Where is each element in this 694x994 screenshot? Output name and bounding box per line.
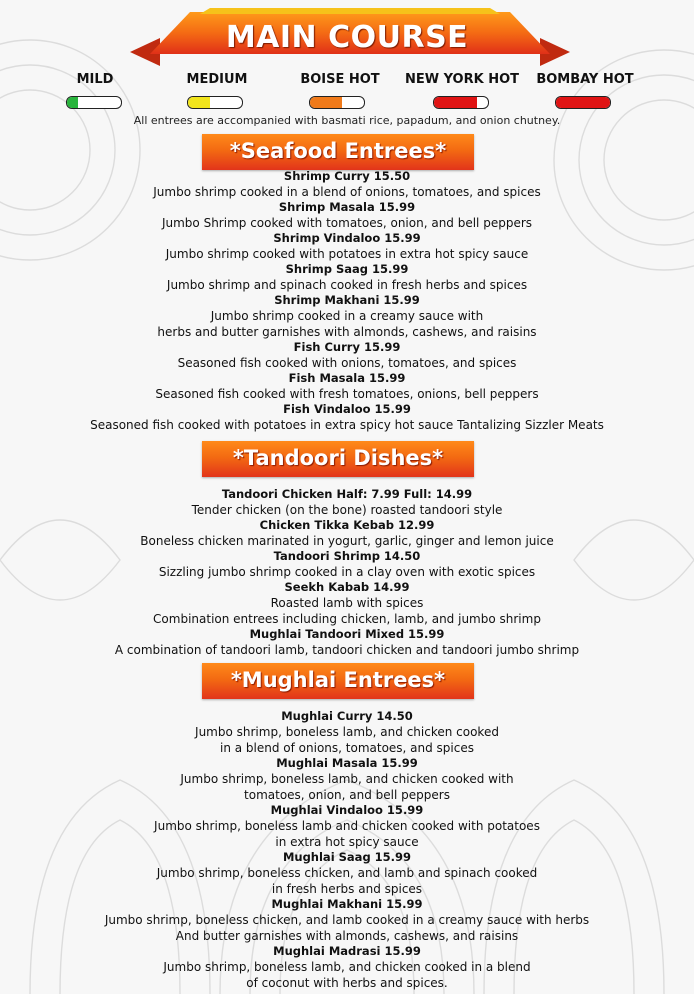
menu-item-description: Jumbo shrimp cooked with potatoes in extra hot spicy sauce: [165, 247, 529, 261]
heat-meter-bombay-hot: [555, 96, 611, 109]
menu-item-name: Fish Curry 15.99: [293, 340, 401, 354]
menu-item: [0, 293, 694, 340]
heat-fill: [556, 97, 610, 108]
menu-item: [0, 897, 694, 944]
menu-item-description: Jumbo Shrimp cooked with tomatoes, onion, and bell peppers: [161, 216, 533, 230]
heat-fill: [67, 97, 78, 108]
section-title: *Seafood Entrees*: [229, 139, 447, 163]
menu-item-name: Mughlai Curry 14.50: [281, 709, 413, 723]
section-items-tandoori: [0, 487, 694, 658]
menu-item-name: Chicken Tikka Kebab 12.99: [259, 518, 435, 532]
heat-meter-boise-hot: [309, 96, 365, 109]
menu-item: [0, 756, 694, 803]
menu-item: [0, 262, 694, 293]
menu-item-description: Jumbo shrimp cooked in a blend of onions, tomatoes, and spices: [153, 185, 541, 199]
section-items-seafood: [0, 169, 694, 433]
menu-item-name: Mughlai Tandoori Mixed 15.99: [249, 627, 445, 641]
menu-item-description: Jumbo shrimp, boneless lamb, and chicken cooked with: [180, 772, 514, 786]
heat-label-bombay-hot: BOMBAY HOT: [536, 72, 634, 87]
menu-item-description: Jumbo shrimp cooked in a creamy sauce with: [210, 309, 484, 323]
menu-item: [0, 627, 694, 658]
heat-fill: [188, 97, 210, 108]
menu-item-description: Boneless chicken marinated in yogurt, garlic, ginger and lemon juice: [140, 534, 554, 548]
heat-meter-new-york-hot: [433, 96, 489, 109]
section-items-mughlai: [0, 709, 694, 991]
menu-item-description: Jumbo shrimp, boneless chicken, and lamb and spinach cooked: [156, 866, 538, 880]
heat-label-boise-hot: BOISE HOT: [300, 72, 380, 87]
menu-item-name: Shrimp Masala 15.99: [278, 200, 416, 214]
menu-item-name: Shrimp Curry 15.50: [283, 169, 411, 183]
menu-item: [0, 231, 694, 262]
heat-fill: [310, 97, 342, 108]
menu-item-description: Tender chicken (on the bone) roasted tandoori style: [191, 503, 503, 517]
section-banner-tandoori: [202, 441, 474, 477]
section-title: *Mughlai Entrees*: [230, 668, 446, 692]
menu-item-name: Mughlai Makhani 15.99: [271, 897, 423, 911]
menu-item-description: Jumbo shrimp, boneless lamb, and chicken cooked: [195, 725, 499, 739]
menu-item-description: herbs and butter garnishes with almonds, cashews, and raisins: [157, 325, 537, 339]
section-banner-mughlai: [202, 663, 474, 699]
page-title: MAIN COURSE: [225, 20, 469, 55]
menu-item: [0, 518, 694, 549]
menu-item: [0, 487, 694, 518]
heat-meter-mild: [66, 96, 122, 109]
menu-item-name: Mughlai Madrasi 15.99: [273, 944, 421, 958]
menu-item-description: Jumbo shrimp, boneless lamb and chicken cooked with potatoes: [154, 819, 540, 833]
menu-item: [0, 803, 694, 850]
menu-item: [0, 549, 694, 580]
heat-fill: [434, 97, 477, 108]
menu-item-name: Mughlai Vindaloo 15.99: [270, 803, 424, 817]
menu-item-name: Tandoori Shrimp 14.50: [273, 549, 421, 563]
accompaniment-note: All entrees are accompanied with basmati rice, papadum, and onion chutney.: [133, 114, 561, 127]
menu-item: [0, 709, 694, 756]
menu-item-description: Sizzling jumbo shrimp cooked in a clay oven with exotic spices: [158, 565, 536, 579]
section-banner-seafood: [202, 134, 474, 170]
menu-item-description: Jumbo shrimp, boneless chicken, and lamb cooked in a creamy sauce with herbs: [104, 913, 590, 927]
menu-item: [0, 340, 694, 371]
menu-item-description: tomatoes, onion, and bell peppers: [244, 788, 450, 802]
menu-item-name: Fish Masala 15.99: [288, 371, 406, 385]
menu-item-description: And butter garnishes with almonds, cashews, and raisins: [175, 929, 519, 943]
heat-label-new-york-hot: NEW YORK HOT: [404, 72, 520, 87]
menu-item-name: Shrimp Makhani 15.99: [274, 293, 420, 307]
menu-item-description: Roasted lamb with spices: [270, 596, 424, 610]
menu-item: [0, 371, 694, 402]
heat-label-medium: MEDIUM: [186, 72, 248, 87]
menu-item-name: Fish Vindaloo 15.99: [283, 402, 411, 416]
menu-item-description: in fresh herbs and spices: [271, 882, 423, 896]
menu-item: [0, 580, 694, 627]
menu-item-name: Mughlai Saag 15.99: [282, 850, 412, 864]
menu-item: [0, 200, 694, 231]
menu-item-name: Seekh Kabab 14.99: [284, 580, 410, 594]
menu-item-description: Combination entrees including chicken, lamb, and jumbo shrimp: [153, 612, 541, 626]
menu-item-description: Jumbo shrimp, boneless lamb, and chicken cooked in a blend: [163, 960, 531, 974]
menu-item-description: in extra hot spicy sauce: [275, 835, 419, 849]
menu-item: [0, 944, 694, 991]
heat-label-mild: MILD: [76, 72, 114, 87]
menu-item: [0, 850, 694, 897]
section-title: *Tandoori Dishes*: [232, 446, 444, 470]
menu-item: [0, 402, 694, 433]
menu-item-name: Shrimp Saag 15.99: [285, 262, 409, 276]
menu-item-description: in a blend of onions, tomatoes, and spices: [219, 741, 474, 755]
menu-item-description: Seasoned fish cooked with potatoes in extra spicy hot sauce Tantalizing Sizzler Meats: [90, 418, 604, 432]
menu-item-description: Seasoned fish cooked with onions, tomatoes, and spices: [177, 356, 517, 370]
menu-item: [0, 169, 694, 200]
menu-item-description: of coconut with herbs and spices.: [246, 976, 448, 990]
menu-item-name: Tandoori Chicken Half: 7.99 Full: 14.99: [221, 487, 473, 501]
menu-item-name: Mughlai Masala 15.99: [276, 756, 418, 770]
menu-item-name: Shrimp Vindaloo 15.99: [273, 231, 421, 245]
menu-item-description: A combination of tandoori lamb, tandoori chicken and tandoori jumbo shrimp: [114, 643, 580, 657]
menu-item-description: Seasoned fish cooked with fresh tomatoes, onions, bell peppers: [155, 387, 539, 401]
menu-item-description: Jumbo shrimp and spinach cooked in fresh herbs and spices: [166, 278, 528, 292]
heat-meter-medium: [187, 96, 243, 109]
